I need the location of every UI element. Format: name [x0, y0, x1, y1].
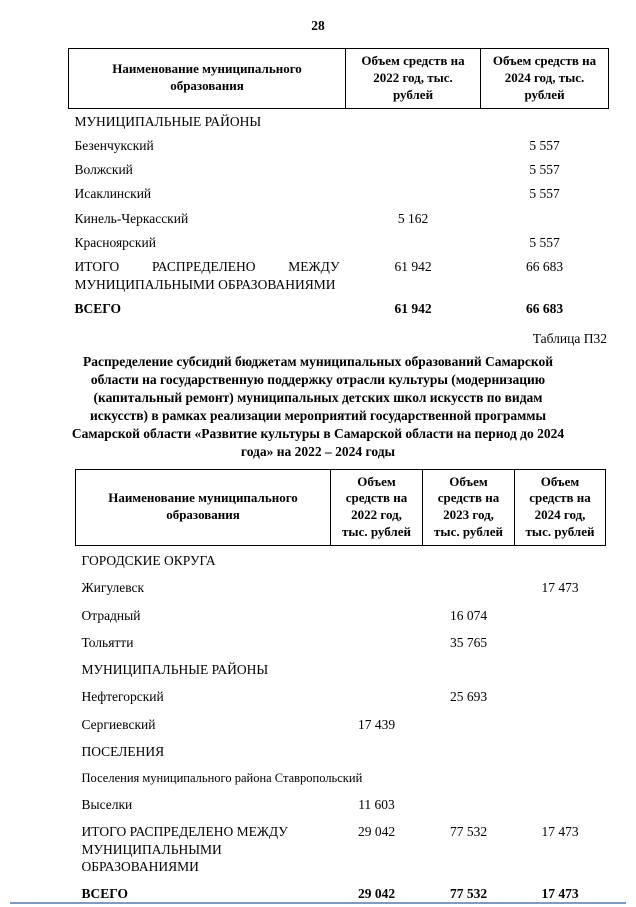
municipality-name: Жигулевск [81, 580, 145, 596]
value-2023 [423, 573, 515, 600]
subsection-label: Поселения муниципального района Ставропольский [81, 771, 363, 786]
value-2022: 61 942 [394, 300, 432, 316]
value-2024 [515, 710, 606, 737]
table-row [76, 790, 606, 817]
value-2024: 5 557 [529, 235, 560, 250]
section-label: МУНИЦИПАЛЬНЫЕ РАЙОНЫ [81, 662, 269, 678]
table-row-section [76, 546, 606, 574]
page-number: 28 [311, 18, 325, 33]
subsidy-table-2022-2024 [68, 48, 609, 320]
value-2023 [423, 655, 515, 682]
municipality-name: Исаклинский [74, 186, 152, 202]
value-2022 [331, 628, 423, 655]
value-2023: 77 532 [449, 886, 488, 902]
table-row-subsection [76, 764, 606, 790]
municipality-name: Волжский [74, 162, 133, 178]
value-2022 [331, 546, 423, 574]
column-header-2022: Объем средств на 2022 год, тыс. рублей [346, 49, 481, 109]
value-2022: 29 042 [357, 824, 396, 840]
value-2023 [423, 710, 515, 737]
column-header-municipality: Наименование муниципального образования [76, 469, 331, 546]
municipality-name: Тольятти [81, 634, 134, 650]
section-label: ПОСЕЛЕНИЯ [81, 743, 165, 759]
grand-total-label: ВСЕГО [74, 300, 122, 316]
municipality-name: Красноярский [74, 235, 156, 250]
value-2023: 25 693 [449, 689, 488, 705]
section-label: МУНИЦИПАЛЬНЫЕ РАЙОНЫ [74, 113, 262, 129]
table-row-section [69, 108, 609, 133]
municipality-name: Безенчукский [74, 137, 154, 153]
value-2022 [346, 157, 481, 181]
culture-subsidy-table [75, 469, 606, 907]
value-2024 [481, 108, 609, 133]
column-header-municipality: Наименование муниципального образования [69, 49, 346, 109]
scan-edge-line [10, 902, 626, 904]
value-2023 [423, 790, 515, 817]
table-row [69, 181, 609, 205]
table-row [69, 206, 609, 230]
value-2022 [331, 573, 423, 600]
municipality-name: Нефтегорский [81, 689, 164, 705]
value-2024: 5 557 [529, 162, 560, 178]
value-2023: 35 765 [449, 634, 488, 650]
value-2024: 5 557 [529, 186, 560, 202]
municipality-name: Отрадный [81, 607, 141, 623]
table-row [76, 710, 606, 737]
value-2024: 17 473 [541, 886, 579, 902]
table-row [76, 573, 606, 600]
value-2024 [515, 655, 606, 682]
table-caption: Таблица П32 [532, 331, 607, 347]
grand-total-label: ВСЕГО [81, 886, 129, 902]
value-2024 [515, 546, 606, 574]
column-header-2022: Объем средств на 2022 год, тыс. рублей [331, 469, 423, 546]
value-2023: 16 074 [449, 607, 488, 623]
table-header-row [69, 49, 609, 109]
value-2022 [346, 181, 481, 205]
value-2024 [481, 206, 609, 230]
table-row-total-distributed [69, 254, 609, 296]
section-label: ГОРОДСКИЕ ОКРУГА [81, 553, 216, 569]
value-2022: 17 439 [357, 716, 396, 732]
municipality-name: Кинель-Черкасский [74, 210, 189, 226]
value-2022 [331, 682, 423, 709]
value-2022: 29 042 [357, 886, 396, 902]
value-2023 [423, 546, 515, 574]
value-2022 [331, 601, 423, 628]
table-row [76, 682, 606, 709]
document-title: Распределение субсидий бюджетам муниципальных образований Самарской области на государственную поддержку отрасли культуры (модернизацию (капитальный ремонт) муниципальных детских школ искусств по видам искусств) в рамках реализации мероприятий государственной программы Самарской области «Развитие культуры в Самарской области на период до 2024 года» на 2022 – 2024 годы [71, 354, 565, 460]
value-2022 [331, 655, 423, 682]
table-header-row [76, 469, 606, 546]
column-header-2023: Объем средств на 2023 год, тыс. рублей [423, 469, 515, 546]
value-2022: 61 942 [394, 259, 432, 275]
value-2024 [515, 682, 606, 709]
table-row [76, 601, 606, 628]
table-row [76, 628, 606, 655]
value-2022 [346, 230, 481, 254]
value-2024: 17 473 [541, 580, 579, 596]
total-distributed-label: ИТОГО РАСПРЕДЕЛЕНО МЕЖДУ МУНИЦИПАЛЬНЫМИ ОБРАЗОВАНИЯМИ [81, 824, 288, 875]
table-row-section [76, 737, 606, 764]
table-row [69, 157, 609, 181]
table-row [69, 133, 609, 157]
value-2024 [515, 790, 606, 817]
table-row-total-distributed [76, 817, 606, 879]
value-2024: 66 683 [525, 300, 564, 316]
value-2022 [331, 737, 423, 764]
value-2024 [515, 737, 606, 764]
value-2024 [515, 628, 606, 655]
value-2022 [346, 133, 481, 157]
value-2023 [423, 737, 515, 764]
value-2022: 5 162 [397, 210, 429, 226]
value-2024: 66 683 [525, 259, 564, 275]
value-2024 [515, 601, 606, 628]
value-2023: 77 532 [449, 824, 488, 840]
municipality-name: Выселки [81, 797, 133, 813]
table-row-grand-total [69, 296, 609, 320]
value-2022 [346, 108, 481, 133]
column-header-2024: Объем средств на 2024 год, тыс. рублей [515, 469, 606, 546]
column-header-2024: Объем средств на 2024 год, тыс. рублей [481, 49, 609, 109]
municipality-name: Сергиевский [81, 716, 156, 732]
total-distributed-label: ИТОГО РАСПРЕДЕЛЕНО МЕЖДУ МУНИЦИПАЛЬНЫМИ ОБРАЗОВАНИЯМИ [74, 259, 340, 292]
value-2024: 17 473 [541, 824, 579, 840]
value-2022: 11 603 [358, 797, 395, 813]
value-2024: 5 557 [529, 137, 560, 153]
table-row [69, 230, 609, 254]
table-row-section [76, 655, 606, 682]
